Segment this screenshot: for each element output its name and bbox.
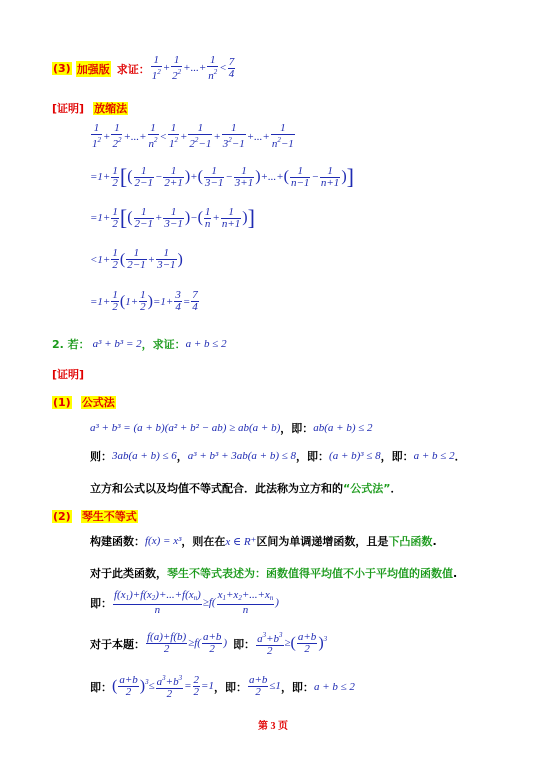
jensen-general-formula: $\frac{f(x_1)+f(x_2)+...+f(x_n)}{n}$ ≥f( $\frac{x_1+x_2+...+x_n}{n}$ ) xyxy=(114,589,279,616)
section3-claim: 求证： xyxy=(116,62,150,76)
derivation-line-4: <1+ $\frac{1}{2}$ ( $\frac{1}{2-1}$ + $\frac{1}{3-1}$ ) xyxy=(90,247,183,271)
section3-title: 加强版 xyxy=(76,62,110,76)
m2-l5-end: a + b ≤ 2 xyxy=(313,680,355,693)
method-2-line-5 xyxy=(90,673,355,700)
method-shrink: 放缩法 xyxy=(94,102,128,115)
method-1-header xyxy=(52,391,116,410)
q2-label: 2. 若： xyxy=(52,338,90,351)
derivation-line-5: =1+ $\frac{1}{2}$ ( 1+ $\frac{1}{2}$ ) =1+ $\frac{3}{4}$ = $\frac{7}{4}$ xyxy=(90,289,198,313)
method-2-marker: (2) xyxy=(53,510,71,523)
m2-l5-mid2: ，即： xyxy=(280,680,314,694)
derivation-line-3: =1+ $\frac{1}{2}$ [ ( $\frac{1}{2-1}$ + $\frac{1}{3-1}$ ) − ( $\frac{1}{n}$ + $\frac{1}{n+1}$ ) ] xyxy=(90,205,255,230)
derivation-line-2: =1+ $\frac{1}{2}$ [ ( $\frac{1}{2-1}$ − $\frac{1}{2+1}$ ) + ( $\frac{1}{3-1}$ − $\frac{1}{3+1}$ ) +...+ ( $\frac{1}{n-1}$ − $\frac{1}{n+1}$ ) ] xyxy=(90,164,354,189)
method-1-marker: (1) xyxy=(53,396,71,409)
section3-marker: (3) xyxy=(53,62,71,75)
m1-sep: ， xyxy=(176,450,188,463)
m2-l3-pre: 即： xyxy=(90,597,112,610)
m2-l2-a: 对于此类函数， xyxy=(90,567,167,580)
m1-note-c: ． xyxy=(390,482,402,495)
method-2-line-2 xyxy=(90,562,457,581)
m1-note-b: “公式法” xyxy=(343,482,391,495)
m2-l2-c: 函数值得平均值不小于平均值的函数值 xyxy=(266,567,453,580)
m2-l5-pre: 即： xyxy=(90,680,112,694)
page-footer: 第 3 页 xyxy=(258,721,288,732)
q2-mid: ，求证： xyxy=(141,338,186,351)
conclusion-formula-1: ( $\frac{a+b}{2}$ )$^3$≤ $\frac{a^3+b^3}{2}$ = $\frac{2}{2}$ =1 xyxy=(112,674,214,700)
q2-goal: a + b ≤ 2 xyxy=(185,338,227,350)
m2-l1-fx: f(x) = x³ xyxy=(145,535,182,547)
m1-line2-mid: ，即： xyxy=(296,450,330,463)
m2-l2-d: . xyxy=(453,567,458,580)
method-1-title: 公式法 xyxy=(81,396,115,409)
method-2-title: 琴生不等式 xyxy=(81,510,137,523)
m1-line2-pre: 则： xyxy=(90,450,112,463)
m2-l1-set: x ∈ R⁺ xyxy=(225,535,257,548)
m2-l1-c: 区间为单调递增函数，且是 xyxy=(256,535,389,548)
m2-l1-b: ，则在在 xyxy=(181,535,226,548)
m1-line2-mid2: ，即： xyxy=(380,450,414,463)
m1-line2-a: 3ab(a + b) ≤ 6 xyxy=(112,450,177,462)
jensen-applied-formula: $\frac{f(a)+f(b)}{2}$ ≥f( $\frac{a+b}{2}$ ) xyxy=(147,631,228,655)
m1-line1-result: ab(a + b) ≤ 2 xyxy=(313,422,373,434)
method-1-note xyxy=(90,477,401,496)
m2-l4-pre: 对于本题： xyxy=(90,637,145,651)
section3-formula: $\frac{1}{1^2}$ + $\frac{1}{2^2}$ +...+ $\frac{1}{n^2}$ < $\frac{7}{4}$ xyxy=(151,54,235,82)
m2-l1-a: 构建函数： xyxy=(90,535,145,548)
proof-header xyxy=(52,97,128,116)
proof-2-label: [证明] xyxy=(52,368,85,381)
m1-line2-d: a + b ≤ 2 xyxy=(413,450,455,462)
proof-2-header xyxy=(52,363,84,382)
section3-header xyxy=(52,55,236,82)
m2-l1-e: . xyxy=(432,534,437,548)
method-2-line-4 xyxy=(90,630,327,657)
method-1-line-1 xyxy=(90,420,373,436)
method-2-header xyxy=(52,505,138,524)
m2-l5-mid: ，即： xyxy=(213,680,247,694)
m1-line2-c: (a + b)³ ≤ 8 xyxy=(329,450,381,462)
question-2 xyxy=(52,336,227,352)
m2-l2-b: 琴生不等式表述为： xyxy=(167,567,266,580)
derivation-line-1: $\frac{1}{1^2}$ + $\frac{1}{2^2}$ +...+ $\frac{1}{n^2}$ < $\frac{1}{1^2}$ + $\frac{1}{2^2-1}$ + $\frac{1}{3^2-1}$ +...+ $\frac{1}{n^2-1}$ xyxy=(92,122,294,150)
m2-l1-d: 下凸函数 xyxy=(388,535,433,548)
method-2-line-3 xyxy=(90,590,279,616)
proof-label: [证明] xyxy=(52,102,85,115)
m1-period: ． xyxy=(454,450,466,463)
jensen-cube-formula: $\frac{a^3+b^3}{2}$ ≥( $\frac{a+b}{2}$ )$^3$ xyxy=(257,631,328,657)
m1-note-a: 立方和公式以及均值不等式配合．此法称为立方和的 xyxy=(90,482,343,495)
q2-condition: a³ + b³ = 2 xyxy=(92,338,142,350)
m1-line1-mid: ，即： xyxy=(280,422,314,435)
method-2-line-1 xyxy=(90,533,437,549)
m1-line1-expr: a³ + b³ = (a + b)(a² + b² − ab) ≥ ab(a + b) xyxy=(90,422,281,434)
method-1-line-2 xyxy=(90,448,466,464)
m2-l4-mid: 即： xyxy=(233,637,256,651)
m1-line2-b: a³ + b³ + 3ab(a + b) ≤ 8 xyxy=(187,450,297,462)
conclusion-formula-2: $\frac{a+b}{2}$ ≤1 xyxy=(248,674,281,698)
